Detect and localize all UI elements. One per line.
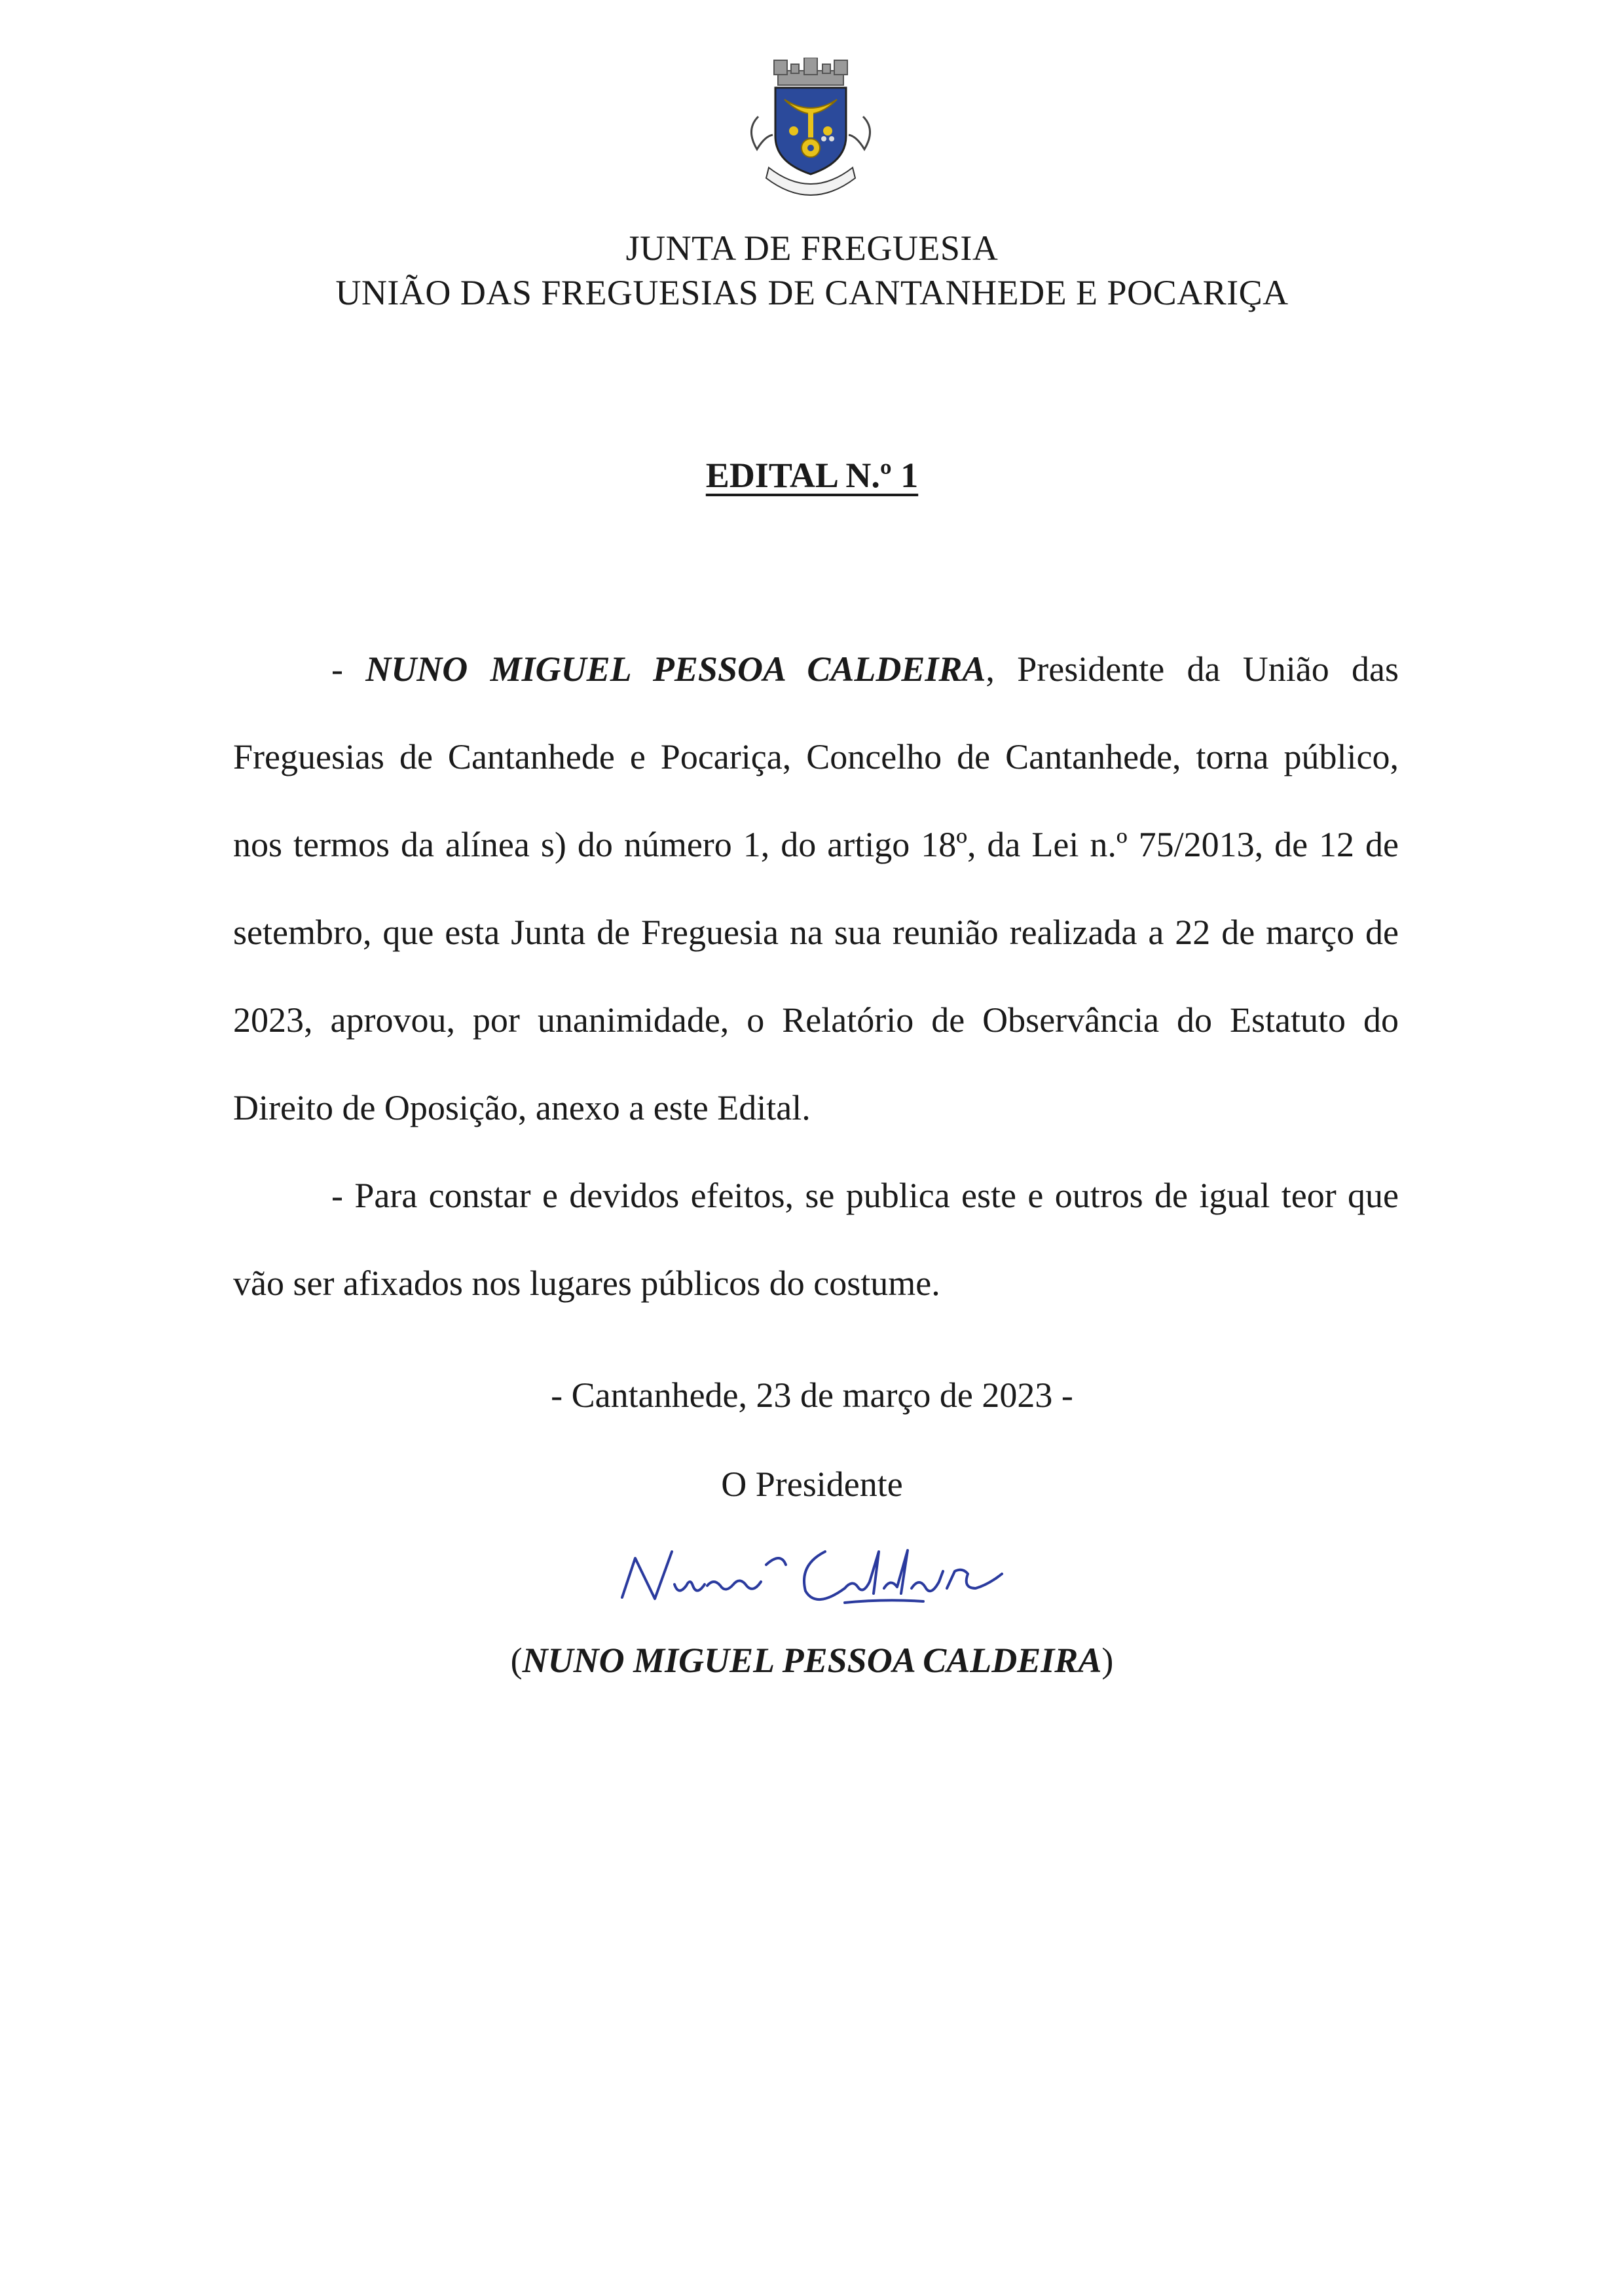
paragraph-1-text: , Presidente da União das Freguesias de Cantanhede e Pocariça, Concelho de Cantanhede, torna público, nos termos da alínea s) do número 1, do artigo 18º, da Lei n.º 75/2013, de 12 de setembro, que esta Junta de Freguesia na sua reunião realizada a 22 de março de 2023, aprovou, por unanimidade, o Relatório de Observância do Estatuto do Direito de Oposição, anexo a este Edital. <box>233 649 1399 1127</box>
date-line: - Cantanhede, 23 de março de 2023 - <box>551 1376 1073 1415</box>
document-body <box>233 625 1399 1327</box>
signatory-name: NUNO MIGUEL PESSOA CALDEIRA <box>522 1641 1102 1680</box>
coat-of-arms-icon <box>732 58 889 202</box>
paragraph-2: - Para constar e devidos efeitos, se publica este e outros de igual teor que vão ser afixados nos lugares públicos do costume. <box>233 1176 1399 1303</box>
paragraph-1 <box>233 625 1399 1152</box>
document-title: EDITAL N.º 1 <box>705 456 919 495</box>
header-line-1: JUNTA DE FREGUESIA <box>625 228 999 268</box>
name-close-paren: ) <box>1101 1641 1114 1680</box>
handwritten-signature-icon <box>609 1525 1041 1617</box>
signatory-name-line <box>0 1640 1624 1681</box>
president-name: NUNO MIGUEL PESSOA CALDEIRA <box>365 649 986 689</box>
signatory-role: O Presidente <box>721 1465 903 1504</box>
name-open-paren: ( <box>510 1641 523 1680</box>
document-header <box>0 226 1624 315</box>
header-line-2: UNIÃO DAS FREGUESIAS DE CANTANHEDE E POCARIÇA <box>335 273 1289 312</box>
paragraph-1-prefix: - <box>331 649 366 689</box>
